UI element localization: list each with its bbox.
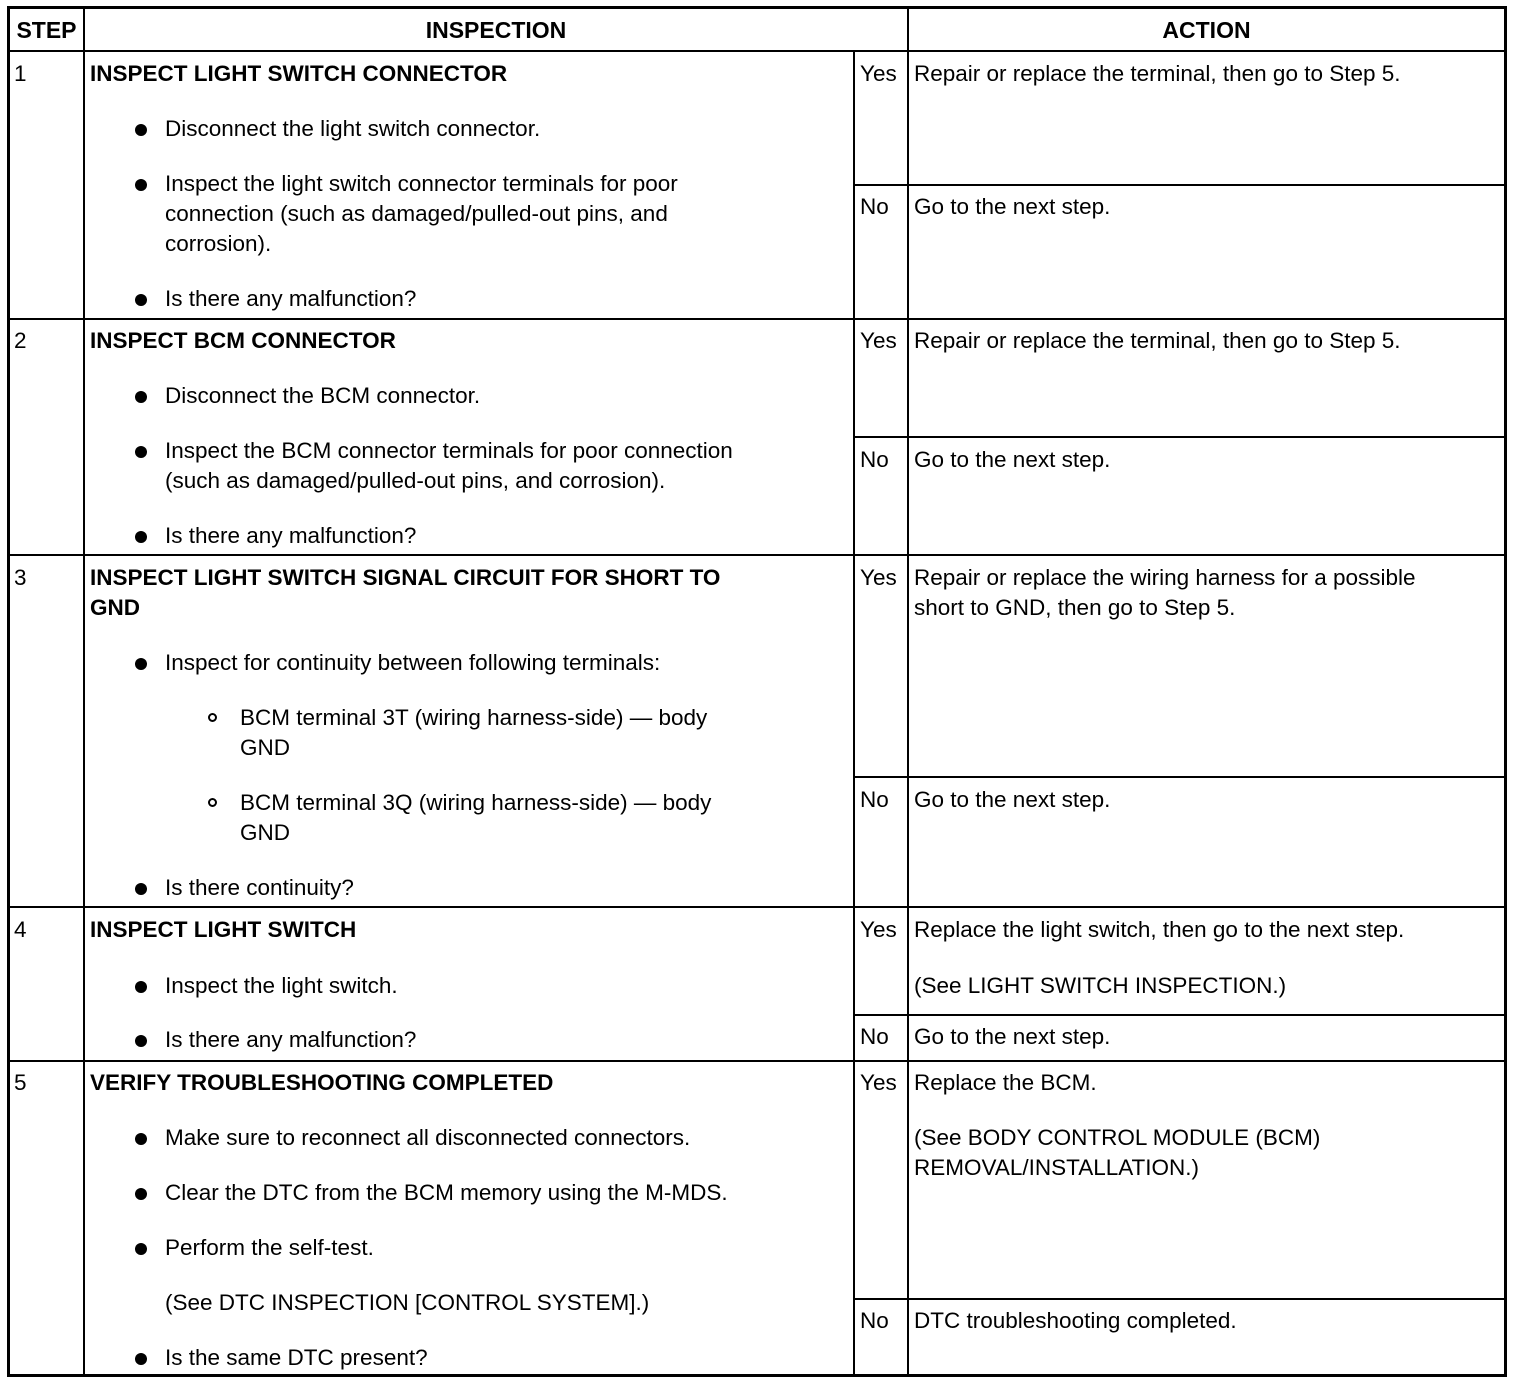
inspection-item: Perform the self-test. bbox=[165, 1235, 374, 1260]
step-number: 1 bbox=[14, 61, 27, 86]
inspection-item: Disconnect the light switch connector. bbox=[165, 116, 541, 141]
inspection-item: connection (such as damaged/pulled-out pins, and bbox=[165, 201, 668, 226]
bullet-icon bbox=[135, 883, 147, 895]
bullet-icon bbox=[135, 1188, 147, 1200]
no-action: Go to the next step. bbox=[914, 1024, 1111, 1049]
step-number: 5 bbox=[14, 1070, 27, 1095]
no-label: No bbox=[860, 447, 889, 472]
header-action: ACTION bbox=[1162, 17, 1251, 43]
step-number: 4 bbox=[14, 917, 27, 942]
row-divider bbox=[10, 906, 1504, 908]
yes-label: Yes bbox=[860, 61, 897, 86]
yes-reference: (See BODY CONTROL MODULE (BCM) bbox=[914, 1125, 1321, 1150]
no-label: No bbox=[860, 1308, 889, 1333]
bullet-icon bbox=[135, 531, 147, 543]
yes-label: Yes bbox=[860, 565, 897, 590]
header-inspection: INSPECTION bbox=[425, 17, 567, 43]
step-number: 2 bbox=[14, 328, 27, 353]
inspection-reference: (See DTC INSPECTION [CONTROL SYSTEM].) bbox=[165, 1290, 650, 1315]
inspection-item: Clear the DTC from the BCM memory using the M-MDS. bbox=[165, 1180, 728, 1205]
yes-reference: (See LIGHT SWITCH INSPECTION.) bbox=[914, 973, 1287, 998]
column-divider bbox=[853, 51, 855, 1374]
step-number: 3 bbox=[14, 565, 27, 590]
inspection-subitem: BCM terminal 3T (wiring harness-side) — body bbox=[240, 705, 708, 730]
yes-reference: REMOVAL/INSTALLATION.) bbox=[914, 1155, 1200, 1180]
yes-no-divider bbox=[855, 776, 1504, 778]
yes-action: Replace the light switch, then go to the next step. bbox=[914, 917, 1405, 942]
step-title: INSPECT LIGHT SWITCH SIGNAL CIRCUIT FOR SHORT TO bbox=[90, 565, 721, 590]
no-action: DTC troubleshooting completed. bbox=[914, 1308, 1237, 1333]
yes-label: Yes bbox=[860, 1070, 897, 1095]
step-title: GND bbox=[90, 595, 140, 620]
header-step: STEP bbox=[16, 17, 77, 43]
inspection-question: Is there any malfunction? bbox=[165, 523, 417, 548]
yes-no-divider bbox=[855, 1014, 1504, 1016]
inspection-question: Is there continuity? bbox=[165, 875, 354, 900]
inspection-item: Inspect the BCM connector terminals for poor connection bbox=[165, 438, 733, 463]
bullet-icon bbox=[135, 1243, 147, 1255]
bullet-icon bbox=[135, 391, 147, 403]
inspection-subitem: GND bbox=[240, 735, 290, 760]
yes-label: Yes bbox=[860, 328, 897, 353]
yes-label: Yes bbox=[860, 917, 897, 942]
inspection-item: Inspect the light switch connector terminals for poor bbox=[165, 171, 678, 196]
yes-action: Replace the BCM. bbox=[914, 1070, 1097, 1095]
inspection-item: Disconnect the BCM connector. bbox=[165, 383, 481, 408]
sub-bullet-icon bbox=[208, 713, 217, 722]
bullet-icon bbox=[135, 1133, 147, 1145]
inspection-question: Is there any malfunction? bbox=[165, 1027, 417, 1052]
no-action: Go to the next step. bbox=[914, 787, 1111, 812]
inspection-item: corrosion). bbox=[165, 231, 272, 256]
column-divider bbox=[83, 9, 85, 1374]
yes-no-divider bbox=[855, 436, 1504, 438]
inspection-item: (such as damaged/pulled-out pins, and corrosion). bbox=[165, 468, 666, 493]
inspection-item: Inspect for continuity between following terminals: bbox=[165, 650, 661, 675]
bullet-icon bbox=[135, 981, 147, 993]
header-rule bbox=[10, 50, 1504, 52]
bullet-icon bbox=[135, 1035, 147, 1047]
yes-action: Repair or replace the terminal, then go to Step 5. bbox=[914, 328, 1401, 353]
yes-no-divider bbox=[855, 1298, 1504, 1300]
step-title: INSPECT LIGHT SWITCH CONNECTOR bbox=[90, 61, 508, 86]
bullet-icon bbox=[135, 446, 147, 458]
row-divider bbox=[10, 1060, 1504, 1062]
yes-action: Repair or replace the wiring harness for a possible bbox=[914, 565, 1416, 590]
sub-bullet-icon bbox=[208, 798, 217, 807]
inspection-subitem: BCM terminal 3Q (wiring harness-side) — body bbox=[240, 790, 712, 815]
bullet-icon bbox=[135, 124, 147, 136]
bullet-icon bbox=[135, 179, 147, 191]
bullet-icon bbox=[135, 658, 147, 670]
yes-action: Repair or replace the terminal, then go to Step 5. bbox=[914, 61, 1401, 86]
no-action: Go to the next step. bbox=[914, 194, 1111, 219]
bullet-icon bbox=[135, 294, 147, 306]
yes-no-divider bbox=[855, 184, 1504, 186]
no-label: No bbox=[860, 194, 889, 219]
no-action: Go to the next step. bbox=[914, 447, 1111, 472]
inspection-question: Is the same DTC present? bbox=[165, 1345, 428, 1370]
inspection-item: Make sure to reconnect all disconnected connectors. bbox=[165, 1125, 691, 1150]
column-divider bbox=[907, 9, 909, 1374]
bullet-icon bbox=[135, 1353, 147, 1365]
inspection-subitem: GND bbox=[240, 820, 290, 845]
no-label: No bbox=[860, 1024, 889, 1049]
step-title: INSPECT LIGHT SWITCH bbox=[90, 917, 357, 942]
row-divider bbox=[10, 318, 1504, 320]
inspection-item: Inspect the light switch. bbox=[165, 973, 398, 998]
step-title: INSPECT BCM CONNECTOR bbox=[90, 328, 396, 353]
no-label: No bbox=[860, 787, 889, 812]
inspection-question: Is there any malfunction? bbox=[165, 286, 417, 311]
row-divider bbox=[10, 554, 1504, 556]
troubleshooting-table bbox=[7, 6, 1507, 1377]
yes-action: short to GND, then go to Step 5. bbox=[914, 595, 1236, 620]
step-title: VERIFY TROUBLESHOOTING COMPLETED bbox=[90, 1070, 554, 1095]
